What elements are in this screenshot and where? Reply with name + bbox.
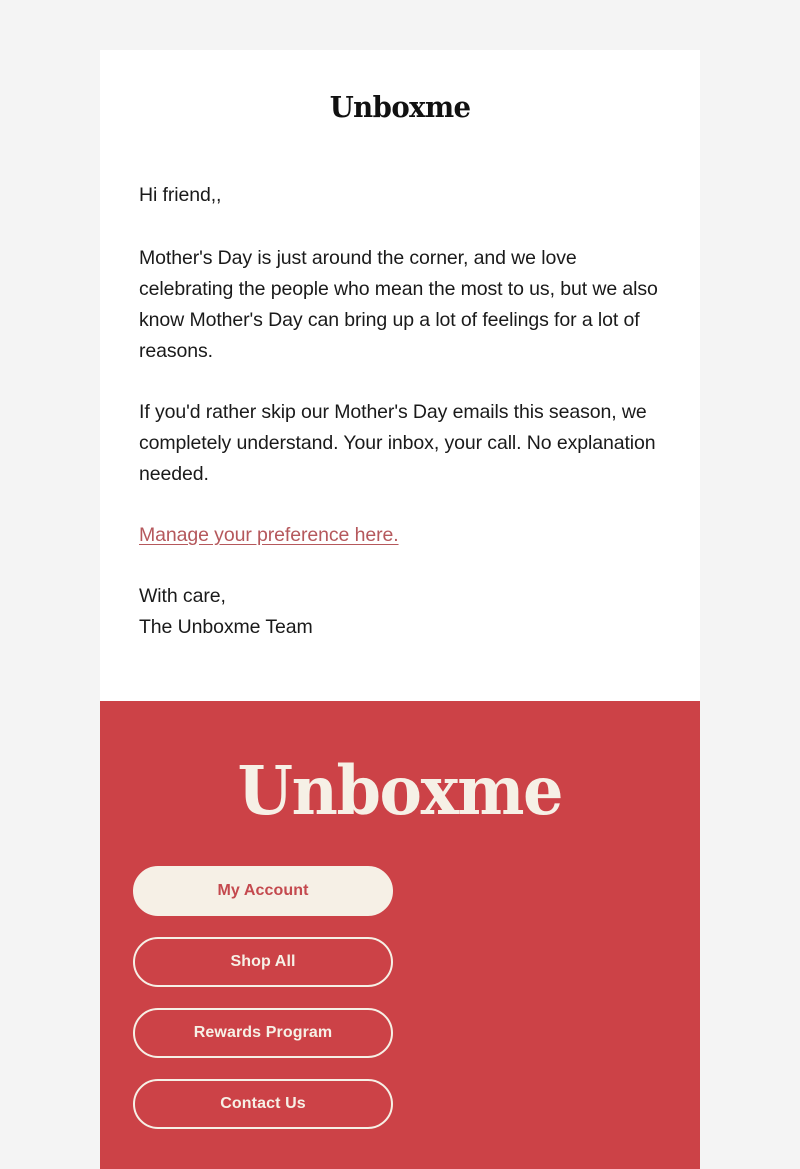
signoff-block bbox=[139, 581, 661, 643]
greeting-text: Hi friend,, bbox=[139, 184, 222, 206]
footer-button-shop-all[interactable]: Shop All bbox=[133, 937, 393, 987]
footer-logo-row bbox=[133, 751, 667, 866]
footer-button-my-account[interactable]: My Account bbox=[133, 866, 393, 916]
email-body bbox=[100, 128, 700, 643]
footer-brand-logo: Unboxme bbox=[237, 751, 563, 830]
body-paragraph-1: Mother's Day is just around the corner, and we love celebrating the people who mean the most to us, but we also know Mother's Day can bring up a lot of feelings for a lot of reasons. bbox=[139, 247, 658, 362]
footer-button-rewards-program[interactable]: Rewards Program bbox=[133, 1008, 393, 1058]
signoff-line-2: The Unboxme Team bbox=[139, 616, 313, 638]
email-header bbox=[100, 50, 700, 128]
brand-logo: Unboxme bbox=[329, 90, 471, 124]
email-card bbox=[100, 50, 700, 1169]
body-paragraph-2: If you'd rather skip our Mother's Day emails this season, we completely understand. Your inbox, your call. No explanation needed. bbox=[139, 401, 656, 485]
manage-preference-link[interactable]: Manage your preference here. bbox=[139, 524, 399, 546]
preference-link-wrapper bbox=[139, 520, 661, 551]
signoff-line-1: With care, bbox=[139, 585, 226, 607]
footer-button-contact-us[interactable]: Contact Us bbox=[133, 1079, 393, 1129]
footer-button-grid bbox=[133, 866, 667, 1129]
email-footer bbox=[100, 701, 700, 1169]
